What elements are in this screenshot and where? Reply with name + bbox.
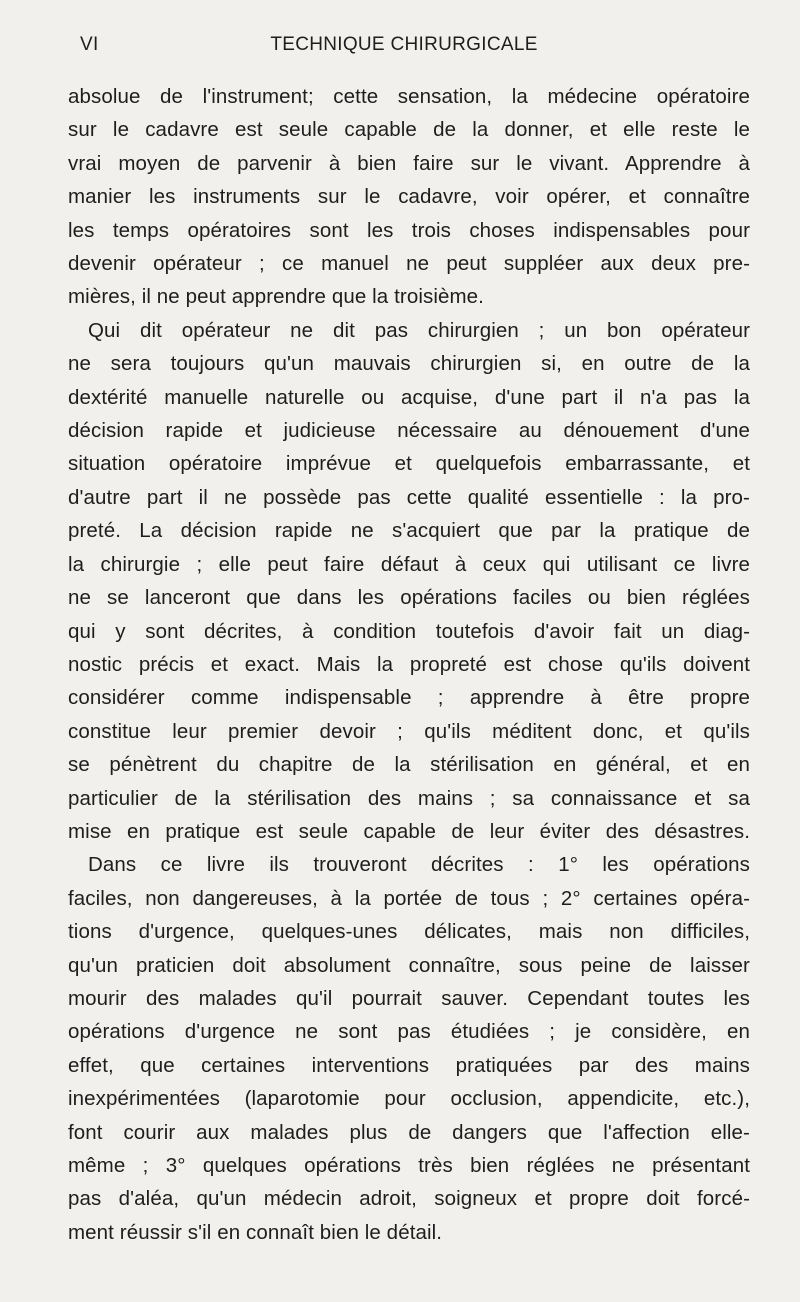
running-title: TECHNIQUE CHIRURGICALE <box>270 34 538 55</box>
text-line: la chirurgie ; elle peut faire défaut à ceux qui utilisant ce livre <box>68 552 750 576</box>
text-line: décision rapide et judicieuse nécessaire au dénouement d'une <box>68 419 750 443</box>
paragraph-3 <box>68 848 750 1249</box>
text-line: effet, que certaines interventions pratiquées par des mains <box>68 1053 750 1077</box>
body-text <box>68 80 750 1249</box>
text-line: sur le cadavre est seule capable de la donner, et elle reste le <box>68 118 750 142</box>
running-head <box>64 34 744 64</box>
text-line: absolue de l'instrument; cette sensation, la médecine opératoire <box>68 85 750 108</box>
text-line: mourir des malades qu'il pourrait sauver. Cependant toutes les <box>68 986 750 1010</box>
text-line: nostic précis et exact. Mais la propreté est chose qu'ils doivent <box>68 652 750 676</box>
text-line: dextérité manuelle naturelle ou acquise, d'une part il n'a pas la <box>68 385 750 409</box>
text-line: font courir aux malades plus de dangers que l'affection elle- <box>68 1120 750 1144</box>
text-line: Qui dit opérateur ne dit pas chirurgien ; un bon opérateur <box>88 318 750 342</box>
paragraph-1 <box>68 80 750 314</box>
text-line: pas d'aléa, qu'un médecin adroit, soigneux et propre doit forcé- <box>68 1187 750 1211</box>
text-line: situation opératoire imprévue et quelquefois embarrassante, et <box>68 452 750 476</box>
text-line: opérations d'urgence ne sont pas étudiées ; je considère, en <box>68 1020 750 1044</box>
paragraph-2 <box>68 314 750 849</box>
text-line: ment réussir s'il en connaît bien le détail. <box>68 1220 443 1244</box>
text-line: mise en pratique est seule capable de leur éviter des désastres. <box>68 819 750 843</box>
text-line: vrai moyen de parvenir à bien faire sur le vivant. Apprendre à <box>68 151 750 175</box>
text-line: tions d'urgence, quelques-unes délicates, mais non difficiles, <box>68 920 750 944</box>
text-line: les temps opératoires sont les trois choses indispensables pour <box>68 218 750 242</box>
text-line: mières, il ne peut apprendre que la troisième. <box>68 285 484 309</box>
text-line: particulier de la stérilisation des mains ; sa connaissance et sa <box>68 786 750 810</box>
text-line: ne sera toujours qu'un mauvais chirurgien si, en outre de la <box>68 352 750 376</box>
text-line: devenir opérateur ; ce manuel ne peut suppléer aux deux pre- <box>68 252 750 276</box>
text-line: qui y sont décrites, à condition toutefois d'avoir fait un diag- <box>68 619 750 643</box>
text-line: constitue leur premier devoir ; qu'ils méditent donc, et qu'ils <box>68 719 750 743</box>
text-line: se pénètrent du chapitre de la stérilisation en général, et en <box>68 753 750 777</box>
text-line: Dans ce livre ils trouveront décrites : 1° les opérations <box>88 853 750 877</box>
text-line: qu'un praticien doit absolument connaître, sous peine de laisser <box>68 953 750 977</box>
text-line: considérer comme indispensable ; apprendre à être propre <box>68 686 750 710</box>
text-line: preté. La décision rapide ne s'acquiert que par la pratique de <box>68 519 750 543</box>
text-line: faciles, non dangereuses, à la portée de tous ; 2° certaines opéra- <box>68 886 750 910</box>
text-line: ne se lanceront que dans les opérations faciles ou bien réglées <box>68 586 750 610</box>
text-line: manier les instruments sur le cadavre, voir opérer, et connaître <box>68 185 750 209</box>
text-line: d'autre part il ne possède pas cette qualité essentielle : la pro- <box>68 485 750 509</box>
page-number: VI <box>80 34 99 55</box>
text-line: inexpérimentées (laparotomie pour occlusion, appendicite, etc.), <box>68 1087 750 1111</box>
text-line: même ; 3° quelques opérations très bien réglées ne présentant <box>68 1154 750 1177</box>
